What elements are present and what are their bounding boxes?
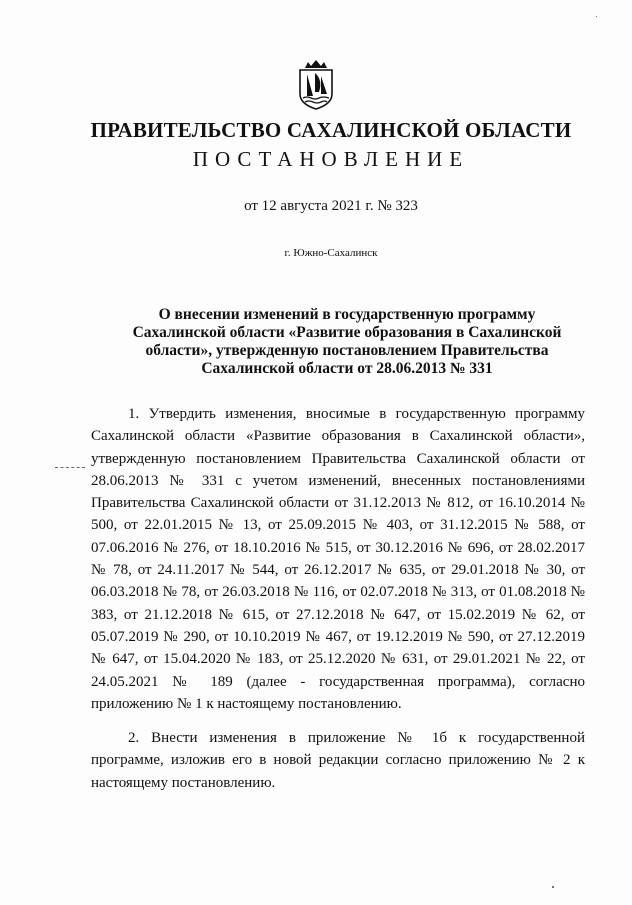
body-paragraph-2: 2. Внести изменения в приложение № 1б к государственной программе, изложив его в новой редакции согласно приложению № 2 к настоящему постановлению. [91, 730, 585, 791]
document-subject: О внесении изменений в государственную программу Сахалинской области «Развитие образования в Сахалинской области», утвержденную постановлением Правительства Сахалинской области от 28.06.2013 № 331 [132, 306, 562, 377]
margin-mark [55, 467, 85, 468]
body-paragraph-1: 1. Утвердить изменения, вносимые в государственную программу Сахалинской области «Развитие образования в Сахалинской области», утвержденную постановлением Правительства Сахалинской области от 28.06.2013 № 331 с учетом изменений, внесенных постановлениями Правительства Сахалинской области от 31.12.2013 № 812, от 16.10.2014 № 500, от 22.01.2015 № 13, от 25.09.2015 № 403, от 31.12.2015 № 588, от 07.06.2016 № 276, от 18.10.2016 № 515, от 30.12.2016 № 696, от 28.02.2017 № 78, от 24.11.2017 № 544, от 26.12.2017 № 635, от 29.01.2018 № 30, от 06.03.2018 № 78, от 26.03.2018 № 116, от 02.07.2018 № 313, от 01.08.2018 № 383, от 21.12.2018 № 615, от 27.12.2018 № 647, от 15.02.2019 № 62, от 05.07.2019 № 290, от 10.10.2019 № 467, от 19.12.2019 № 590, от 27.12.2019 № 647, от 15.04.2020 № 183, от 25.12.2020 № 631, от 29.01.2021 № 22, от 24.05.2021 № 189 (далее - государственная программа), согласно приложению № 1 к настоящему постановлению. [91, 406, 585, 712]
coat-of-arms-icon [297, 60, 335, 110]
document-body [91, 403, 585, 806]
document-city: г. Южно-Сахалинск [284, 247, 378, 259]
scan-speck [552, 886, 554, 888]
document-date-number: от 12 августа 2021 г. № 323 [244, 198, 418, 214]
organization-title: ПРАВИТЕЛЬСТВО САХАЛИНСКОЙ ОБЛАСТИ [90, 118, 572, 142]
document-type: ПОСТАНОВЛЕНИЕ [192, 147, 470, 171]
coat-of-arms-graphic [297, 60, 335, 110]
scan-speck [596, 16, 597, 17]
